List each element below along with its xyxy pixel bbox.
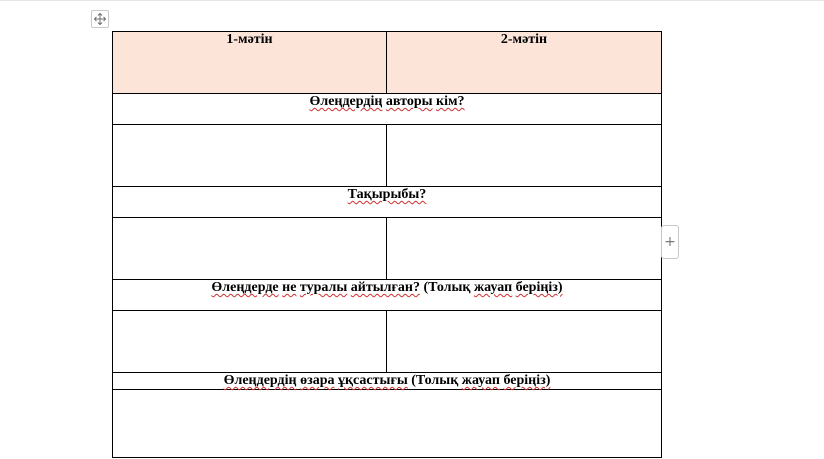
- question-cell-content[interactable]: Өлеңдерде не туралы айтылған? (Толық жауап беріңіз): [113, 280, 662, 311]
- question-row-author: [113, 94, 662, 125]
- answer-cell[interactable]: [387, 218, 662, 280]
- answer-cell[interactable]: [113, 390, 662, 458]
- answer-cell[interactable]: [113, 125, 387, 187]
- move-arrows-icon: [92, 11, 108, 27]
- table-move-handle[interactable]: [91, 10, 109, 28]
- answer-row-topic: [113, 218, 662, 280]
- question-row-topic: [113, 187, 662, 218]
- header-cell-text-1[interactable]: 1-мәтін: [113, 32, 387, 94]
- answer-cell[interactable]: [113, 311, 387, 373]
- answer-row-author: [113, 125, 662, 187]
- header-row: [113, 32, 662, 94]
- add-column-button[interactable]: [661, 225, 679, 259]
- plus-icon: +: [664, 234, 676, 250]
- question-cell-topic[interactable]: Тақырыбы?: [113, 187, 662, 218]
- answer-cell[interactable]: [387, 125, 662, 187]
- answer-row-similarity: [113, 390, 662, 458]
- question-row-similarity: [113, 373, 662, 390]
- question-row-content: [113, 280, 662, 311]
- answer-cell[interactable]: [113, 218, 387, 280]
- answer-row-content: [113, 311, 662, 373]
- header-cell-text-2[interactable]: 2-мәтін: [387, 32, 662, 94]
- question-cell-similarity[interactable]: Өлеңдердің өзара ұқсастығы (Толық жауап беріңіз): [113, 373, 662, 390]
- top-border: [0, 0, 824, 1]
- answer-cell[interactable]: [387, 311, 662, 373]
- question-cell-author[interactable]: Өлеңдердің авторы кім?: [113, 94, 662, 125]
- comparison-table: [112, 31, 662, 458]
